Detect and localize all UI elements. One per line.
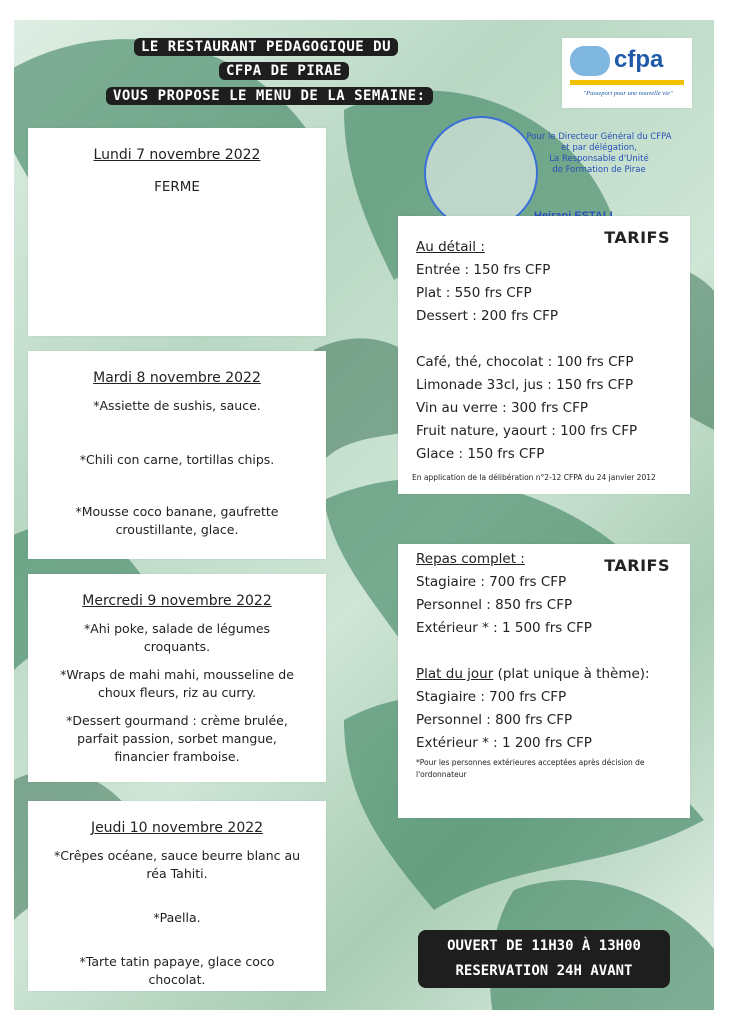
tarif-line: Café, thé, chocolat : 100 frs CFP <box>416 354 634 370</box>
tarif-line: Personnel : 800 frs CFP <box>416 712 573 728</box>
day-date: Lundi 7 novembre 2022 <box>93 147 261 163</box>
tarif-note: En application de la délibération n°2-12 CFPA du 24 janvier 2012 <box>412 473 656 482</box>
signature-line-1: Pour le Directeur Général du CFPA <box>526 132 672 142</box>
signature-line-2: et par délégation, <box>561 143 637 153</box>
menu-item: *Ahi poke, salade de légumes croquants. <box>83 621 271 654</box>
plat-du-jour-label: Plat du jour <box>416 666 494 682</box>
signature-block <box>524 132 674 176</box>
tarif-line: Limonade 33cl, jus : 150 frs CFP <box>416 377 634 393</box>
menu-item: *Paella. <box>153 910 201 925</box>
tarif-line: Personnel : 850 frs CFP <box>416 597 573 613</box>
tarif-line: Stagiaire : 700 frs CFP <box>416 689 567 705</box>
menu-item: *Dessert gourmand : crème brulée, parfait passion, sorbet mangue, financier framboise. <box>66 713 288 764</box>
tarif-line: Extérieur * : 1 200 frs CFP <box>416 735 592 751</box>
day-card-thursday <box>28 801 326 991</box>
opening-hours-banner <box>418 930 670 988</box>
day-date: Jeudi 10 novembre 2022 <box>90 820 264 836</box>
tarifs-detail-card <box>398 216 690 494</box>
tarifs-title: TARIFS <box>604 556 670 575</box>
logo-faces-icon <box>570 46 610 76</box>
opening-hours: OUVERT DE 11H30 À 13H00 <box>447 938 641 954</box>
menu-item: *Wraps de mahi mahi, mousseline de choux fleurs, riz au curry. <box>60 667 294 700</box>
plat-du-jour-desc: (plat unique à thème): <box>493 666 650 682</box>
day-card-tuesday <box>28 351 326 559</box>
cfpa-logo <box>562 38 692 108</box>
reservation-notice: RESERVATION 24H AVANT <box>455 963 633 979</box>
signature-line-4: de Formation de Pirae <box>552 165 646 175</box>
header-line-2: CFPA DE PIRAE <box>219 62 349 80</box>
day-date: Mardi 8 novembre 2022 <box>93 370 261 386</box>
tarif-line: Extérieur * : 1 500 frs CFP <box>416 620 592 636</box>
logo-tagline: "Passeport pour une nouvelle vie" <box>583 90 673 97</box>
logo-stripe <box>570 80 684 85</box>
header-line-3: VOUS PROPOSE LE MENU DE LA SEMAINE: <box>106 87 433 105</box>
tarif-line: Plat : 550 frs CFP <box>416 285 532 301</box>
menu-item: *Assiette de sushis, sauce. <box>93 398 261 413</box>
menu-item: FERME <box>154 179 200 195</box>
official-stamp <box>424 116 538 230</box>
header-line-1: LE RESTAURANT PEDAGOGIQUE DU <box>134 38 398 56</box>
tarifs-repas-card <box>398 544 690 818</box>
signature-line-3: La Responsable d'Unité <box>549 154 649 164</box>
tarif-note: *Pour les personnes extérieures acceptées après décision de l'ordonnateur <box>416 758 645 779</box>
menu-item: *Crêpes océane, sauce beurre blanc au réa Tahiti. <box>53 848 301 881</box>
menu-item: *Chili con carne, tortillas chips. <box>79 452 275 467</box>
menu-item: *Tarte tatin papaye, glace coco chocolat. <box>79 954 275 987</box>
tarifs-section-title: Repas complet : <box>416 551 525 567</box>
day-card-monday <box>28 128 326 336</box>
plat-du-jour-heading <box>416 663 672 686</box>
menu-item: *Mousse coco banane, gaufrette croustillante, glace. <box>75 504 279 537</box>
logo-text: cfpa <box>614 46 664 73</box>
tarifs-title: TARIFS <box>604 228 670 247</box>
tarif-line: Dessert : 200 frs CFP <box>416 308 559 324</box>
tarif-line: Vin au verre : 300 frs CFP <box>416 400 588 416</box>
tarif-line: Glace : 150 frs CFP <box>416 446 545 462</box>
tarif-line: Entrée : 150 frs CFP <box>416 262 551 278</box>
tarifs-section-title: Au détail : <box>416 239 485 255</box>
day-card-wednesday <box>28 574 326 782</box>
tarif-line: Fruit nature, yaourt : 100 frs CFP <box>416 423 638 439</box>
day-date: Mercredi 9 novembre 2022 <box>82 593 272 609</box>
tarif-line: Stagiaire : 700 frs CFP <box>416 574 567 590</box>
menu-page <box>14 20 714 1010</box>
